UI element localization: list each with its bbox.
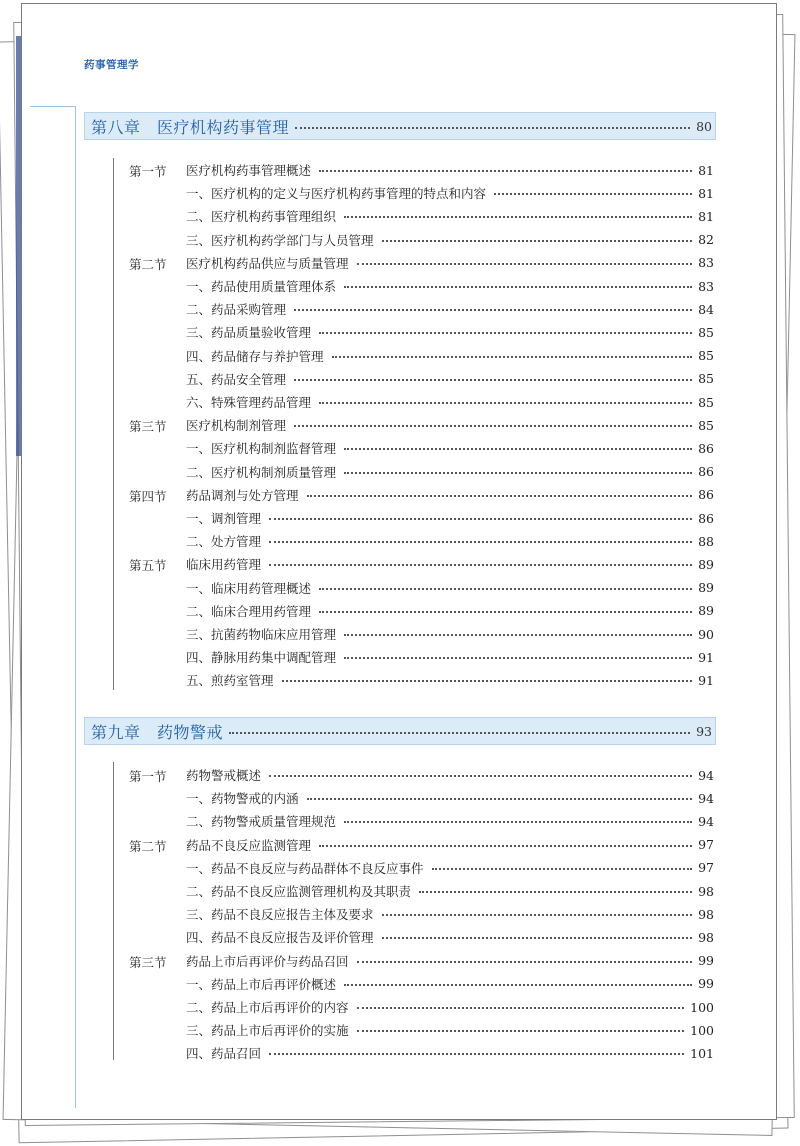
running-head: 药事管理学 — [84, 59, 139, 71]
toc-section-entry[interactable] — [186, 253, 714, 273]
entry-page-number: 83 — [698, 255, 714, 271]
entry-page-number: 89 — [698, 580, 714, 596]
chapter-bracket-line — [113, 158, 114, 690]
toc-subsection-entry[interactable] — [186, 1020, 714, 1040]
dot-leader — [319, 332, 692, 334]
entry-page-number: 91 — [698, 649, 714, 665]
entry-page-number: 89 — [698, 556, 714, 572]
entry-title: 一、药品使用质量管理体系 — [186, 279, 337, 294]
section-number: 第一节 — [129, 164, 167, 179]
entry-title: 一、药物警戒的内涵 — [186, 791, 299, 807]
dot-leader — [319, 845, 692, 847]
entry-page-number: 85 — [698, 394, 714, 410]
toc-section-entry[interactable] — [186, 554, 714, 574]
dot-leader — [319, 611, 692, 613]
entry-title: 二、临床合理用药管理 — [186, 603, 312, 619]
entry-page-number: 81 — [698, 185, 714, 201]
entry-title: 三、药品质量验收管理 — [186, 325, 312, 341]
entry-page-number: 86 — [698, 464, 714, 480]
entry-title: 三、医疗机构药学部门与人员管理 — [186, 232, 374, 248]
toc-subsection-entry[interactable] — [186, 346, 714, 366]
toc-section-entry[interactable] — [186, 951, 714, 971]
toc-subsection-entry[interactable] — [186, 601, 714, 621]
entry-page-number: 85 — [698, 417, 714, 433]
entry-page-number: 94 — [698, 767, 714, 783]
entry-page-number: 90 — [698, 626, 714, 642]
entry-title: 五、煎药室管理 — [186, 673, 274, 689]
entry-title: 一、药品不良反应与药品群体不良反应事件 — [186, 860, 424, 876]
section-number: 第二节 — [129, 838, 167, 854]
dot-leader — [307, 495, 692, 497]
entry-page-number: 85 — [698, 348, 714, 364]
dot-leader — [357, 961, 692, 963]
dot-leader — [382, 914, 692, 916]
toc-section-entry[interactable] — [186, 835, 714, 855]
dot-leader — [382, 240, 692, 242]
section-number: 第二节 — [129, 256, 167, 272]
entry-page-number: 86 — [698, 510, 714, 526]
toc-subsection-entry[interactable] — [186, 183, 714, 203]
toc-subsection-entry[interactable] — [186, 670, 714, 690]
toc-subsection-entry[interactable] — [186, 369, 714, 389]
chapter-heading[interactable] — [84, 112, 716, 140]
entry-title: 三、抗菌药物临床应用管理 — [186, 627, 337, 642]
dot-leader — [307, 798, 692, 800]
entry-title: 一、调剂管理 — [186, 511, 262, 526]
entry-page-number: 82 — [698, 232, 714, 248]
margin-tick — [30, 106, 76, 107]
dot-leader — [357, 1030, 685, 1032]
dot-leader — [294, 309, 692, 311]
chapter-title: 第八章 医疗机构药事管理 — [91, 117, 290, 137]
dot-leader — [319, 402, 692, 404]
toc-subsection-entry[interactable] — [186, 927, 714, 947]
entry-title: 一、药品上市后再评价概述 — [186, 976, 337, 992]
entry-page-number: 98 — [698, 906, 714, 922]
entry-page-number: 91 — [698, 672, 714, 688]
toc-subsection-entry[interactable] — [186, 462, 714, 482]
dot-leader — [357, 263, 692, 265]
section-number: 第四节 — [129, 488, 167, 504]
dot-leader — [269, 775, 692, 777]
entry-page-number: 85 — [698, 371, 714, 387]
toc-subsection-entry[interactable] — [186, 997, 714, 1017]
toc-subsection-entry[interactable] — [186, 974, 714, 994]
entry-title: 二、药品采购管理 — [186, 302, 287, 318]
entry-page-number: 86 — [698, 487, 714, 503]
entry-page-number: 86 — [698, 440, 714, 456]
entry-title: 医疗机构药品供应与质量管理 — [186, 255, 349, 271]
entry-title: 医疗机构药事管理概述 — [186, 163, 312, 178]
entry-page-number: 100 — [690, 999, 714, 1015]
entry-title: 药品调剂与处方管理 — [186, 487, 299, 503]
entry-page-number: 94 — [698, 813, 714, 829]
dot-leader — [344, 821, 692, 823]
dot-leader — [344, 657, 692, 659]
toc-section-entry[interactable] — [186, 415, 714, 435]
toc-subsection-entry[interactable] — [186, 624, 714, 644]
section-number: 第五节 — [129, 558, 167, 574]
toc-subsection-entry[interactable] — [186, 276, 714, 296]
toc-section-entry[interactable] — [186, 485, 714, 505]
toc-subsection-entry[interactable] — [186, 788, 714, 808]
entry-title: 二、药品上市后再评价的内容 — [186, 1000, 349, 1015]
entry-page-number: 84 — [698, 301, 714, 317]
entry-page-number: 101 — [690, 1045, 714, 1061]
dot-leader — [269, 518, 692, 520]
entry-title: 一、临床用药管理概述 — [186, 580, 312, 596]
toc-subsection-entry[interactable] — [186, 811, 714, 831]
entry-page-number: 97 — [698, 860, 714, 876]
margin-rule — [75, 106, 76, 1108]
dot-leader — [344, 984, 692, 986]
entry-page-number: 98 — [698, 883, 714, 899]
toc-subsection-entry[interactable] — [186, 322, 714, 342]
entry-page-number: 94 — [698, 790, 714, 806]
section-number: 第三节 — [129, 954, 167, 970]
entry-page-number: 97 — [698, 837, 714, 853]
dot-leader — [282, 680, 692, 682]
toc-subsection-entry[interactable] — [186, 299, 714, 319]
dot-leader — [332, 356, 692, 358]
toc-section-entry[interactable] — [186, 160, 714, 180]
entry-page-number: 89 — [698, 603, 714, 619]
entry-title: 二、医疗机构制剂质量管理 — [186, 464, 337, 480]
dot-leader — [357, 1007, 685, 1009]
chapter-title: 第九章 药物警戒 — [91, 722, 224, 742]
dot-leader — [294, 425, 692, 427]
entry-page-number: 98 — [698, 929, 714, 945]
entry-title: 二、处方管理 — [186, 534, 262, 550]
toc-subsection-entry[interactable] — [186, 647, 714, 667]
entry-title: 临床用药管理 — [186, 557, 262, 573]
entry-title: 一、医疗机构制剂监督管理 — [186, 441, 337, 457]
dot-leader — [344, 448, 692, 450]
dot-leader — [494, 193, 692, 195]
toc-subsection-entry[interactable] — [186, 858, 714, 878]
entry-title: 二、医疗机构药事管理组织 — [186, 209, 337, 225]
entry-page-number: 81 — [698, 208, 714, 224]
dot-leader — [344, 634, 692, 636]
entry-title: 五、药品安全管理 — [186, 371, 287, 387]
entry-title: 二、药品不良反应监测管理机构及其职责 — [186, 884, 412, 899]
toc-subsection-entry[interactable] — [186, 881, 714, 901]
toc-subsection-entry[interactable] — [186, 904, 714, 924]
entry-title: 三、药品上市后再评价的实施 — [186, 1023, 349, 1039]
entry-page-number: 100 — [690, 1022, 714, 1038]
toc-subsection-entry[interactable] — [186, 230, 714, 250]
chapter-page-number: 80 — [696, 118, 712, 134]
toc-subsection-entry[interactable] — [186, 206, 714, 226]
toc-subsection-entry[interactable] — [186, 1043, 714, 1063]
entry-title: 四、药品储存与养护管理 — [186, 348, 324, 364]
dot-leader — [295, 127, 690, 129]
entry-page-number: 81 — [698, 162, 714, 178]
entry-page-number: 85 — [698, 324, 714, 340]
toc-subsection-entry[interactable] — [186, 508, 714, 528]
entry-page-number: 99 — [698, 953, 714, 969]
section-number: 第三节 — [129, 419, 167, 435]
toc-subsection-entry[interactable] — [186, 438, 714, 458]
entry-title: 医疗机构制剂管理 — [186, 418, 287, 434]
dot-leader — [269, 564, 692, 566]
toc-section-entry[interactable] — [186, 765, 714, 785]
dot-leader — [344, 286, 692, 288]
dot-leader — [294, 379, 692, 381]
dot-leader — [344, 216, 692, 218]
section-number: 第一节 — [129, 769, 167, 784]
entry-title: 药品不良反应监测管理 — [186, 837, 312, 853]
toc-subsection-entry[interactable] — [186, 392, 714, 412]
toc-subsection-entry[interactable] — [186, 531, 714, 551]
dot-leader — [319, 170, 692, 172]
dot-leader — [419, 891, 692, 893]
dot-leader — [229, 732, 690, 734]
entry-title: 药品上市后再评价与药品召回 — [186, 953, 349, 969]
entry-title: 四、药品召回 — [186, 1046, 262, 1062]
dot-leader — [344, 472, 692, 474]
entry-title: 一、医疗机构的定义与医疗机构药事管理的特点和内容 — [186, 186, 487, 202]
dot-leader — [319, 588, 692, 590]
entry-page-number: 88 — [698, 533, 714, 549]
dot-leader — [269, 1053, 684, 1055]
entry-page-number: 99 — [698, 976, 714, 992]
toc-subsection-entry[interactable] — [186, 578, 714, 598]
chapter-heading[interactable] — [84, 717, 716, 745]
dot-leader — [382, 937, 692, 939]
dot-leader — [432, 868, 692, 870]
entry-page-number: 83 — [698, 278, 714, 294]
entry-title: 三、药品不良反应报告主体及要求 — [186, 907, 374, 923]
dot-leader — [269, 541, 692, 543]
entry-title: 药物警戒概述 — [186, 768, 262, 783]
entry-title: 六、特殊管理药品管理 — [186, 395, 312, 410]
chapter-page-number: 93 — [696, 723, 712, 739]
chapter-bracket-line — [113, 762, 114, 1060]
entry-title: 四、药品不良反应报告及评价管理 — [186, 930, 374, 946]
entry-title: 四、静脉用药集中调配管理 — [186, 650, 337, 666]
entry-title: 二、药物警戒质量管理规范 — [186, 814, 337, 830]
